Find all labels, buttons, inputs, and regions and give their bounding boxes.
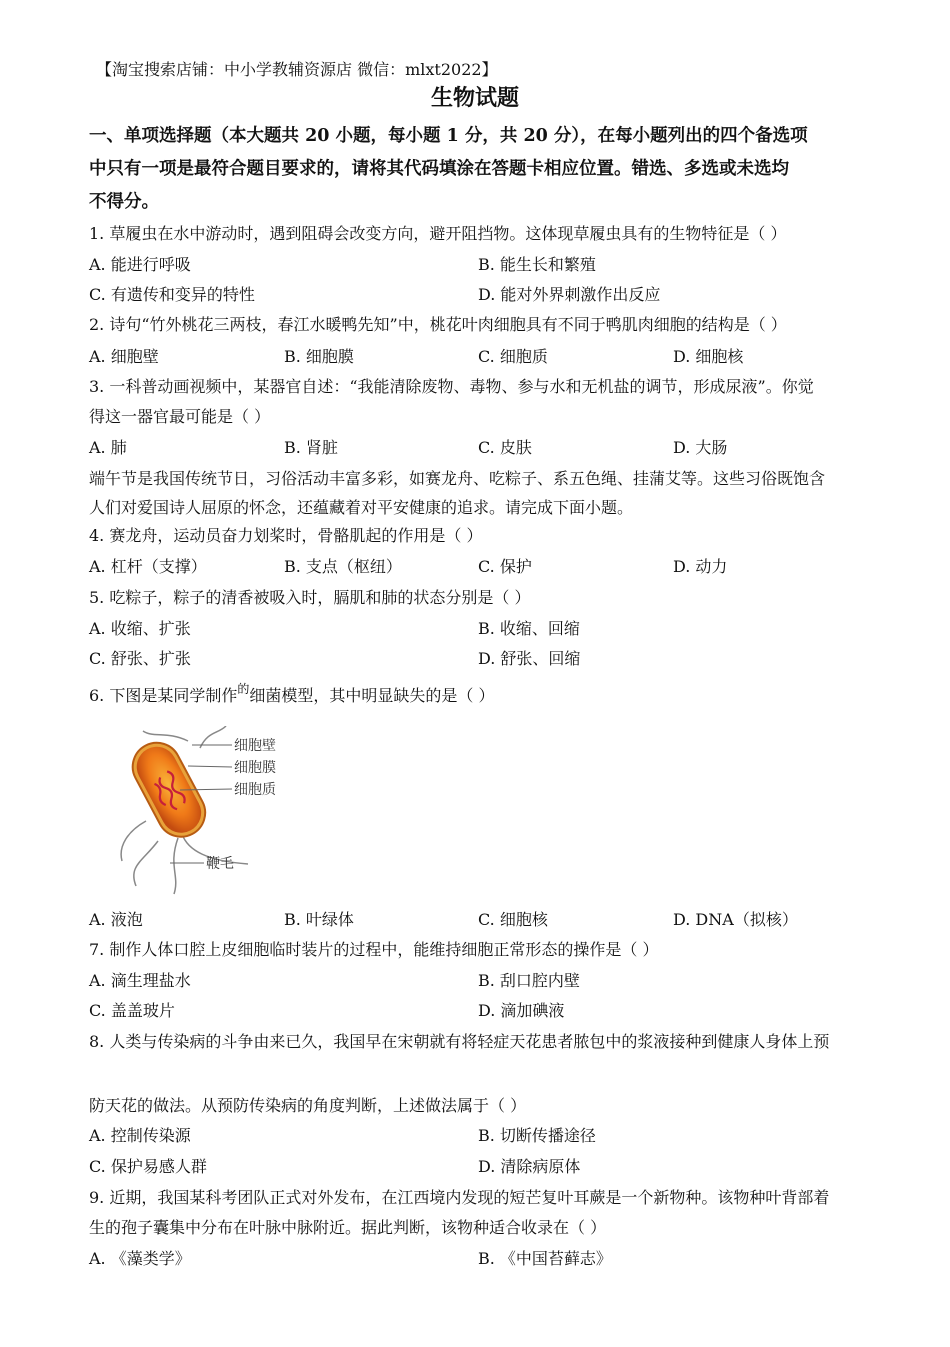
flagellum-shape: [121, 821, 146, 861]
question-6-option-a: A. 液泡: [89, 910, 143, 929]
question-7-option-d: D. 滴加碘液: [478, 1001, 565, 1020]
question-9-stem-line1: 9. 近期，我国某科考团队正式对外发布，在江西境内发现的短芒复叶耳蕨是一个新物种。该物种叶背部着: [89, 1188, 830, 1207]
question-4-stem: 4. 赛龙舟，运动员奋力划桨时，骨骼肌起的作用是（ ）: [89, 526, 483, 545]
question-5-stem: 5. 吃粽子，粽子的清香被吸入时，膈肌和肺的状态分别是（ ）: [89, 588, 531, 607]
question-1-option-b: B. 能生长和繁殖: [478, 255, 596, 274]
question-7-option-a: A. 滴生理盐水: [89, 971, 191, 990]
passage-intro-line2: 人们对爱国诗人屈原的怀念，还蕴藏着对平安健康的追求。请完成下面小题。: [89, 498, 634, 517]
question-2-option-c: C. 细胞质: [478, 347, 548, 366]
question-3-option-b: B. 肾脏: [284, 438, 338, 457]
question-1-option-c: C. 有遗传和变异的特性: [89, 285, 255, 304]
question-9-stem-line2: 生的孢子囊集中分布在叶脉中脉附近。据此判断，该物种适合收录在（ ）: [89, 1218, 607, 1237]
question-6-stem: [89, 682, 495, 707]
question-3-stem-line1: 3. 一科普动画视频中，某器官自述：“我能清除废物、毒物、参与水和无机盐的调节，形成尿液”。你觉: [89, 377, 814, 396]
question-8-option-d: D. 清除病原体: [478, 1157, 581, 1176]
flagellum-shape: [174, 838, 178, 894]
question-7-option-c: C. 盖盖玻片: [89, 1001, 175, 1020]
question-7-stem: 7. 制作人体口腔上皮细胞临时装片的过程中，能维持细胞正常形态的操作是（ ）: [89, 940, 659, 959]
store-banner: 【淘宝搜索店铺：中小学教辅资源店 微信：mlxt2022】: [96, 60, 498, 79]
question-6-stem-post: 细菌模型，其中明显缺失的是（ ）: [249, 686, 495, 705]
question-5-option-a: A. 收缩、扩张: [89, 619, 191, 638]
passage-intro-line1: 端午节是我国传统节日，习俗活动丰富多彩，如赛龙舟、吃粽子、系五色绳、挂蒲艾等。这些习俗既饱含: [89, 469, 826, 488]
question-8-option-a: A. 控制传染源: [89, 1126, 191, 1145]
question-2-option-a: A. 细胞壁: [89, 347, 159, 366]
question-8-stem-line1: 8. 人类与传染病的斗争由来已久，我国早在宋朝就有将轻症天花患者脓包中的浆液接种到健康人身体上预: [89, 1032, 830, 1051]
question-6-stem-pre: 6. 下图是某同学制作: [89, 686, 238, 705]
page-title: 生物试题: [430, 85, 519, 111]
question-6-option-d: D. DNA（拟核）: [673, 910, 798, 929]
question-9-option-a: A. 《藻类学》: [89, 1249, 191, 1268]
question-4-option-b: B. 支点（枢纽）: [284, 557, 402, 576]
question-5-option-d: D. 舒张、回缩: [478, 649, 581, 668]
question-7-option-b: B. 刮口腔内壁: [478, 971, 580, 990]
question-8-stem-line2: 防天花的做法。从预防传染病的角度判断，上述做法属于（ ）: [89, 1096, 527, 1115]
question-2-option-d: D. 细胞核: [673, 347, 744, 366]
question-4-option-a: A. 杠杆（支撑）: [89, 557, 207, 576]
flagellum-shape: [134, 841, 158, 886]
label-flagellum: 鞭毛: [206, 856, 234, 872]
question-5-option-c: C. 舒张、扩张: [89, 649, 191, 668]
label-cell-membrane: 细胞膜: [234, 760, 276, 776]
section-heading-line2: 中只有一项是最符合题目要求的，请将其代码填涂在答题卡相应位置。错选、多选或未选均: [89, 159, 789, 179]
label-cytoplasm: 细胞质: [234, 782, 276, 798]
bacteria-model-figure: [108, 726, 308, 896]
question-2-stem: 2. 诗句“竹外桃花三两枝，春江水暖鸭先知”中，桃花叶肉细胞具有不同于鸭肌肉细胞的结构是（ ）: [89, 315, 787, 334]
question-3-option-a: A. 肺: [89, 438, 127, 457]
section-heading-line1: 一、单项选择题（本大题共 20 小题，每小题 1 分，共 20 分），在每小题列出的四个备选项: [89, 126, 808, 146]
question-8-option-b: B. 切断传播途径: [478, 1126, 596, 1145]
question-8-option-c: C. 保护易感人群: [89, 1157, 207, 1176]
question-3-option-d: D. 大肠: [673, 438, 728, 457]
question-2-option-b: B. 细胞膜: [284, 347, 354, 366]
question-5-option-b: B. 收缩、回缩: [478, 619, 580, 638]
question-9-option-b: B. 《中国苔藓志》: [478, 1249, 612, 1268]
label-cell-wall: 细胞壁: [234, 738, 276, 754]
flagellum-shape: [143, 731, 188, 741]
question-1-option-d: D. 能对外界刺激作出反应: [478, 285, 661, 304]
question-1-stem: 1. 草履虫在水中游动时，遇到阻碍会改变方向，避开阻挡物。这体现草履虫具有的生物特征是（ ）: [89, 224, 787, 243]
question-4-option-c: C. 保护: [478, 557, 532, 576]
question-1-option-a: A. 能进行呼吸: [89, 255, 191, 274]
question-6-option-b: B. 叶绿体: [284, 910, 354, 929]
question-6-stem-sup: 的: [237, 682, 250, 696]
question-3-stem-line2: 得这一器官最可能是（ ）: [89, 407, 271, 426]
question-3-option-c: C. 皮肤: [478, 438, 532, 457]
question-4-option-d: D. 动力: [673, 557, 728, 576]
section-heading-line3: 不得分。: [89, 192, 159, 212]
question-6-option-c: C. 细胞核: [478, 910, 548, 929]
